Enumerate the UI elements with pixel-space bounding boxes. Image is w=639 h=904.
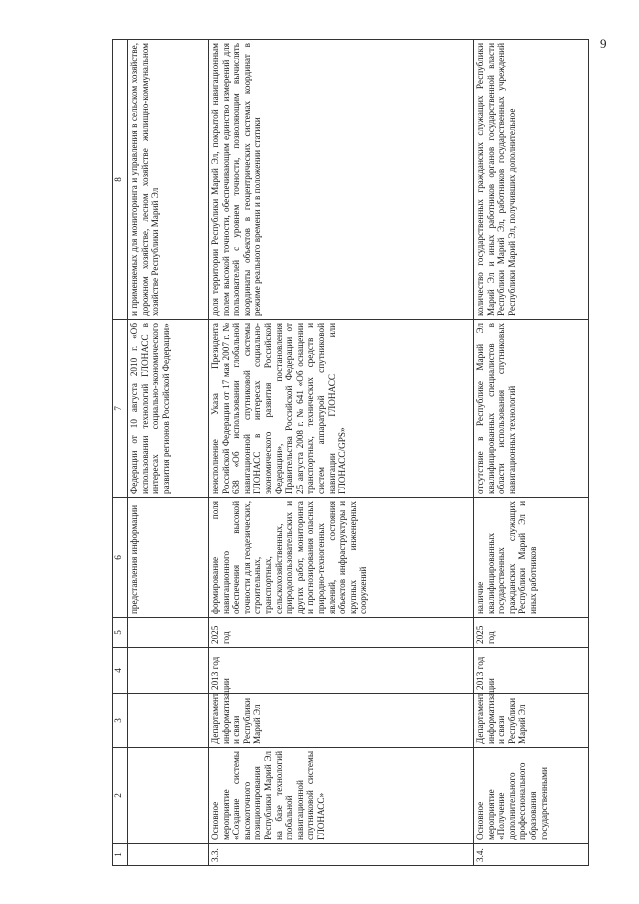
consequences-cell: неисполнение Указа Президента Российской Федерации от 17 мая 2007 г. № 638 «Об использовании глобальной навигационной спутниковой системы ГЛОНАСС в интересах социально-экономического развития Российской Федерации», постановления Правительства Российской Федерации от 25 августа 2008 г. № 641 «Об оснащении транспортных, технических средств и систем аппаратурой спутниковой навигации ГЛОНАСС или ГЛОНАСС/GPS»	[209, 320, 474, 498]
continuation-row	[128, 40, 209, 866]
header-row	[113, 40, 128, 866]
executor-cell: Департамент информатизации и связи Республики Марий Эл	[474, 694, 589, 748]
program-table	[112, 39, 589, 866]
header-cell: 4	[113, 648, 128, 694]
indicator-cell: количество государственных гражданских служащих Республики Марий Эл и иных работников органов государственной власти Республики Марий Эл, работников государственных учреждений Республики Марий Эл, получивших дополнительное	[474, 40, 589, 320]
header-cell: 1	[113, 844, 128, 866]
end-cell: 2025 год	[474, 618, 589, 648]
consequences-cell: отсутствие в Республике Марий Эл квалифицированных специалистов в области использования спутниковых навигационных технологий	[474, 320, 589, 498]
end-cell: 2025 год	[209, 618, 474, 648]
page-number: 9	[600, 36, 607, 51]
table-row	[209, 40, 474, 866]
indicator-cell: доля территории Республики Марий Эл, покрытой навигационным полем высокой точности, обеспечивающим единство измерений для пользователей с уровнем точности, позволяющим вычислять координаты объектов в геоцентрических системах координат в режиме реального времени и в положении статики	[209, 40, 474, 320]
header-cell: 8	[113, 40, 128, 320]
table-row	[474, 40, 589, 866]
executor-cell: Департамент информатизации и связи Республики Марий Эл	[209, 694, 474, 748]
result-cell: наличие квалифицированных государственных гражданских служащих Республики Марий Эл и иных работников	[474, 498, 589, 618]
header-cell: 5	[113, 618, 128, 648]
row-number: 3.4.	[474, 844, 589, 866]
header-cell: 2	[113, 748, 128, 844]
consequences-cell: Федерации от 10 августа 2010 г. «Об использовании технологий ГЛОНАСС в интересах социально-экономического развития регионов Российской Федерации»	[128, 320, 209, 498]
result-cell: представления информации	[128, 498, 209, 618]
row-number: 3.3.	[209, 844, 474, 866]
result-cell: формирование поля навигационного обеспечения высокой точности для геодезических, строительных, транспортных, сельскохозяйственных, природопользовательских и других работ, мониторинга и прогнозирования опасных природно-техногенных явлений, состояния объектов инфраструктуры и крупных инженерных сооружений	[209, 498, 474, 618]
indicator-cell: и применяемых для мониторинга и управления в сельском хозяйстве, дорожном хозяйстве, лесном хозяйстве жилищно-коммунальном хозяйстве Республики Марий Эл	[128, 40, 209, 320]
header-cell: 6	[113, 498, 128, 618]
header-cell: 3	[113, 694, 128, 748]
header-cell: 7	[113, 320, 128, 498]
measure-name: Основное мероприятие «Получение дополнительного профессионального образования государственными	[474, 748, 589, 844]
measure-name: Основное мероприятие «Создание системы высокоточного позиционирования Республики Марий Эл на базе технологий глобальной навигационной спутниковой системы ГЛОНАСС»	[209, 748, 474, 844]
start-cell: 2013 год	[209, 648, 474, 694]
rotated-table-container	[112, 40, 598, 866]
start-cell: 2013 год	[474, 648, 589, 694]
